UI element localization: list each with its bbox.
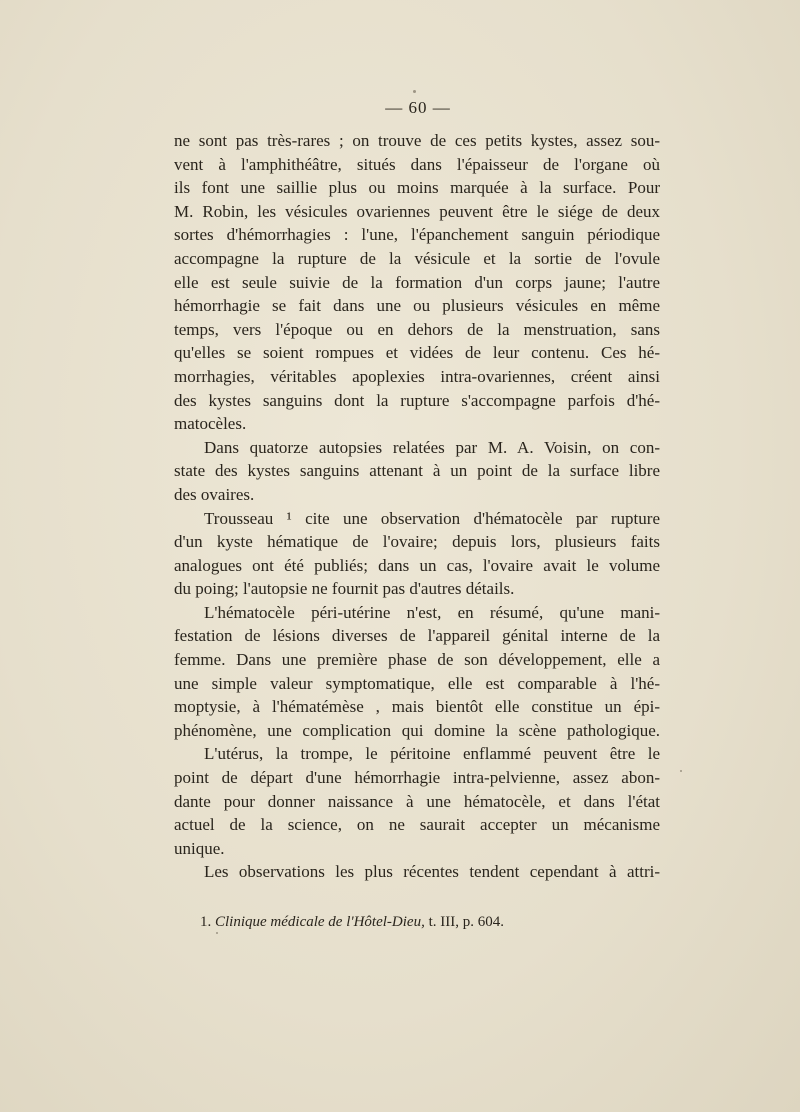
text-line: Trousseau ¹ cite une observation d'hématocèle par rupture xyxy=(204,508,660,528)
text-line: du poing; l'autopsie ne fournit pas d'autres détails. xyxy=(174,579,515,599)
footnote-reference: t. III, p. 604. xyxy=(424,914,504,930)
text-line: analogues ont été publiés; dans un cas, l'ovaire avait le volume xyxy=(174,555,660,575)
text-line: une simple valeur symptomatique, elle est comparable à l'hé- xyxy=(174,673,660,693)
text-line: matocèles. xyxy=(174,414,247,434)
footnote-title: Clinique médicale de l'Hôtel-Dieu, xyxy=(215,914,425,930)
paper-speck xyxy=(680,770,682,772)
text-line: Les observations les plus récentes tendent cependant à attri- xyxy=(204,862,660,882)
text-line: phénomène, une complication qui domine la scène pathologique. xyxy=(174,720,660,740)
paper-speck xyxy=(216,932,218,934)
text-line: dante pour donner naissance à une hématocèle, et dans l'état xyxy=(174,791,660,811)
text-line: point de départ d'une hémorrhagie intra-pelvienne, assez abon- xyxy=(174,768,660,788)
footnote-marker: 1. xyxy=(200,914,212,930)
text-line: des ovaires. xyxy=(174,484,255,504)
text-line: state des kystes sanguins attenant à un point de la surface libre xyxy=(174,461,660,481)
text-line: actuel de la science, on ne saurait accepter un mécanisme xyxy=(174,815,660,835)
text-line: des kystes sanguins dont la rupture s'accompagne parfois d'hé- xyxy=(174,390,660,410)
text-line: temps, vers l'époque ou en dehors de la menstruation, sans xyxy=(174,319,660,339)
text-line: hémorrhagie se fait dans une ou plusieurs vésicules en même xyxy=(174,296,660,316)
paper-speck xyxy=(413,90,416,93)
text-line: moptysie, à l'hématémèse , mais bientôt elle constitue un épi- xyxy=(174,697,660,717)
text-line: sortes d'hémorrhagies : l'une, l'épanchement sanguin périodique xyxy=(174,225,660,245)
text-line: ne sont pas très-rares ; on trouve de ces petits kystes, assez sou- xyxy=(174,131,660,150)
text-line: L'utérus, la trompe, le péritoine enflammé peuvent être le xyxy=(204,744,660,764)
text-line: unique. xyxy=(174,838,225,858)
page-number: — 60 — xyxy=(385,98,451,117)
text-line: Dans quatorze autopsies relatées par M. A. Voisin, on con- xyxy=(204,437,660,457)
footnote xyxy=(200,914,504,931)
text-line: qu'elles se soient rompues et vidées de leur contenu. Ces hé- xyxy=(174,343,660,363)
text-line: M. Robin, les vésicules ovariennes peuvent être le siége de deux xyxy=(174,201,660,221)
text-line: festation de lésions diverses de l'appareil génital interne de la xyxy=(174,626,660,646)
text-line: accompagne la rupture de la vésicule et la sortie de l'ovule xyxy=(174,248,660,268)
text-line: elle est seule suivie de la formation d'un corps jaune; l'autre xyxy=(174,272,660,292)
text-line: d'un kyste hématique de l'ovaire; depuis lors, plusieurs faits xyxy=(174,532,660,552)
body-text xyxy=(174,129,660,884)
text-line: femme. Dans une première phase de son développement, elle a xyxy=(174,650,660,670)
text-line: morrhagies, véritables apoplexies intra-ovariennes, créent ainsi xyxy=(174,366,660,386)
text-line: L'hématocèle péri-utérine n'est, en résumé, qu'une mani- xyxy=(204,602,660,622)
text-line: vent à l'amphithéâtre, situés dans l'épaisseur de l'organe où xyxy=(174,154,660,174)
text-line: ils font une saillie plus ou moins marquée à la surface. Pour xyxy=(174,178,660,198)
